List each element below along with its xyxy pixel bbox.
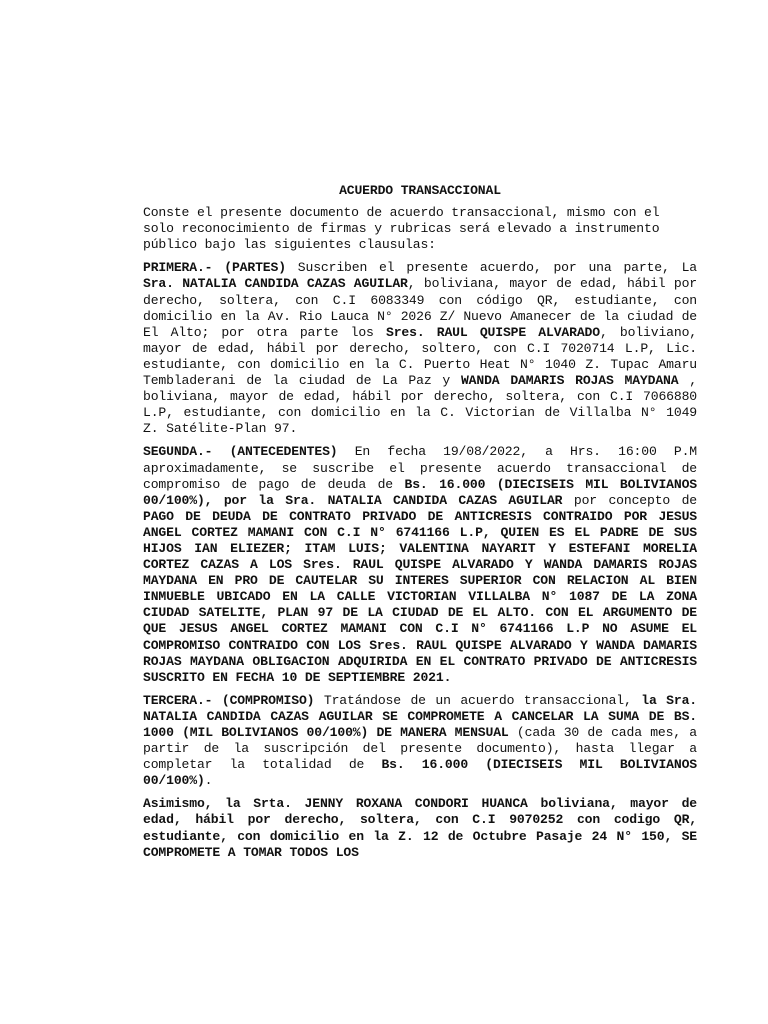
clause-heading: SEGUNDA.- (ANTECEDENTES) xyxy=(143,444,338,460)
clause-text: . xyxy=(204,773,213,789)
document-body xyxy=(143,183,697,868)
clause-heading: TERCERA.- (COMPROMISO) xyxy=(143,692,315,708)
clause-bold-text: Asimismo, la Srta. JENNY ROXANA CONDORI HUANCA boliviana, mayor de edad, hábil por derecho, soltera, con C.I 9070252 con codigo QR, estudiante, con domicilio en la Z. 12 de Octubre Pasaje 24 N° 150, SE COMPROMETE A TOMAR TODOS LOS xyxy=(143,796,697,860)
party-name: Sra. NATALIA CANDIDA CAZAS AGUILAR xyxy=(143,276,408,292)
party-name: WANDA DAMARIS ROJAS MAYDANA xyxy=(460,373,679,389)
clause-text: por concepto de xyxy=(562,492,697,508)
intro-paragraph: Conste el presente documento de acuerdo transaccional, mismo con el solo reconocimiento de firmas y rubricas será elevado a instrumento público bajo las siguientes clausulas: xyxy=(143,205,660,253)
clause-text: Suscriben el presente acuerdo, por una parte, La xyxy=(285,260,697,276)
party-name: Sres. RAUL QUISPE ALVARADO xyxy=(385,324,600,340)
clause-text: (cada 30 de cada mes, a partir de la suscripción del presente documento), hasta llegar a completar la totalidad de xyxy=(143,725,697,773)
clause-text: , boliviana, mayor de edad, hábil por derecho, soltera, con C.I 6083349 con código QR, estudiante, con domicilio en la Av. Rio Lauca N° 2026 Z/ Nuevo Amanecer de la ciudad de El Alto; por otra parte los xyxy=(143,276,697,340)
clause-tercera xyxy=(143,693,697,790)
clause-text: , boliviana, mayor de edad, hábil por derecho, soltera, con C.I 7066880 L.P, estudiante, con domicilio en la C. Victorian de Villalba N° 1049 Z. Satélite-Plan 97. xyxy=(143,373,697,437)
clause-text: Tratándose de un acuerdo transaccional, xyxy=(314,692,642,708)
clause-bold-text: PAGO DE DEUDA DE CONTRATO PRIVADO DE ANTICRESIS CONTRAIDO POR JESUS ANGEL CORTEZ MAMANI CON C.I N° 6741166 L.P, QUIEN ES EL PADRE DE SUS HIJOS IAN ELIEZER; ITAM LUIS; VALENTINA NAYARIT Y ESTEFANI MORELIA CORTEZ CAZAS A LOS Sres. RAUL QUISPE ALVARADO Y WANDA DAMARIS ROJAS MAYDANA EN PRO DE CAUTELAR SU INTERES SUPERIOR CON RELACION AL BIEN INMUEBLE UBICADO EN LA CALLE VICTORIAN VILLALBA N° 1087 DE LA ZONA CIUDAD SATELITE, PLAN 97 DE LA CIUDAD DE EL ALTO. CON EL ARGUMENTO DE QUE JESUS ANGEL CORTEZ MAMANI CON C.I N° 6741166 L.P NO ASUME EL COMPROMISO CONTRAIDO CON LOS Sres. RAUL QUISPE ALVARADO Y WANDA DAMARIS ROJAS MAYDANA OBLIGACION ADQUIRIDA EN EL CONTRATO PRIVADO DE ANTICRESIS SUSCRITO EN FECHA 10 DE SEPTIEMBRE 2021. xyxy=(143,508,697,685)
clause-text: , boliviano, mayor de edad, hábil por derecho, soltero, con C.I 7020714 L.P, Lic. estudiante, con domicilio en la C. Puerto Heat N° 1040 Z. Tupac Amaru Tembladerani de la ciudad de La Paz y xyxy=(143,324,697,389)
clause-segunda xyxy=(143,444,697,685)
clause-heading: PRIMERA.- (PARTES) xyxy=(143,260,286,276)
clause-bold-text: Bs. 16.000 (DIECISEIS MIL BOLIVIANOS 00/100%), por la Sra. NATALIA CANDIDA CAZAS AGUILAR xyxy=(143,476,697,508)
document-title: ACUERDO TRANSACCIONAL xyxy=(339,183,501,198)
clause-text: En fecha 19/08/2022, a Hrs. 16:00 P.M aproximadamente, se suscribe el presente acuerdo transaccional de compromiso de pago de deuda de xyxy=(143,444,697,492)
clause-asimismo xyxy=(143,796,697,860)
clause-primera xyxy=(143,260,697,437)
clause-bold-text: Bs. 16.000 (DIECISEIS MIL BOLIVIANOS 00/100%) xyxy=(143,757,697,789)
clause-bold-text: la Sra. NATALIA CANDIDA CAZAS AGUILAR SE COMPROMETE A CANCELAR LA SUMA DE BS. 1000 (MIL BOLIVIANOS 00/100%) DE MANERA MENSUAL xyxy=(143,692,697,740)
